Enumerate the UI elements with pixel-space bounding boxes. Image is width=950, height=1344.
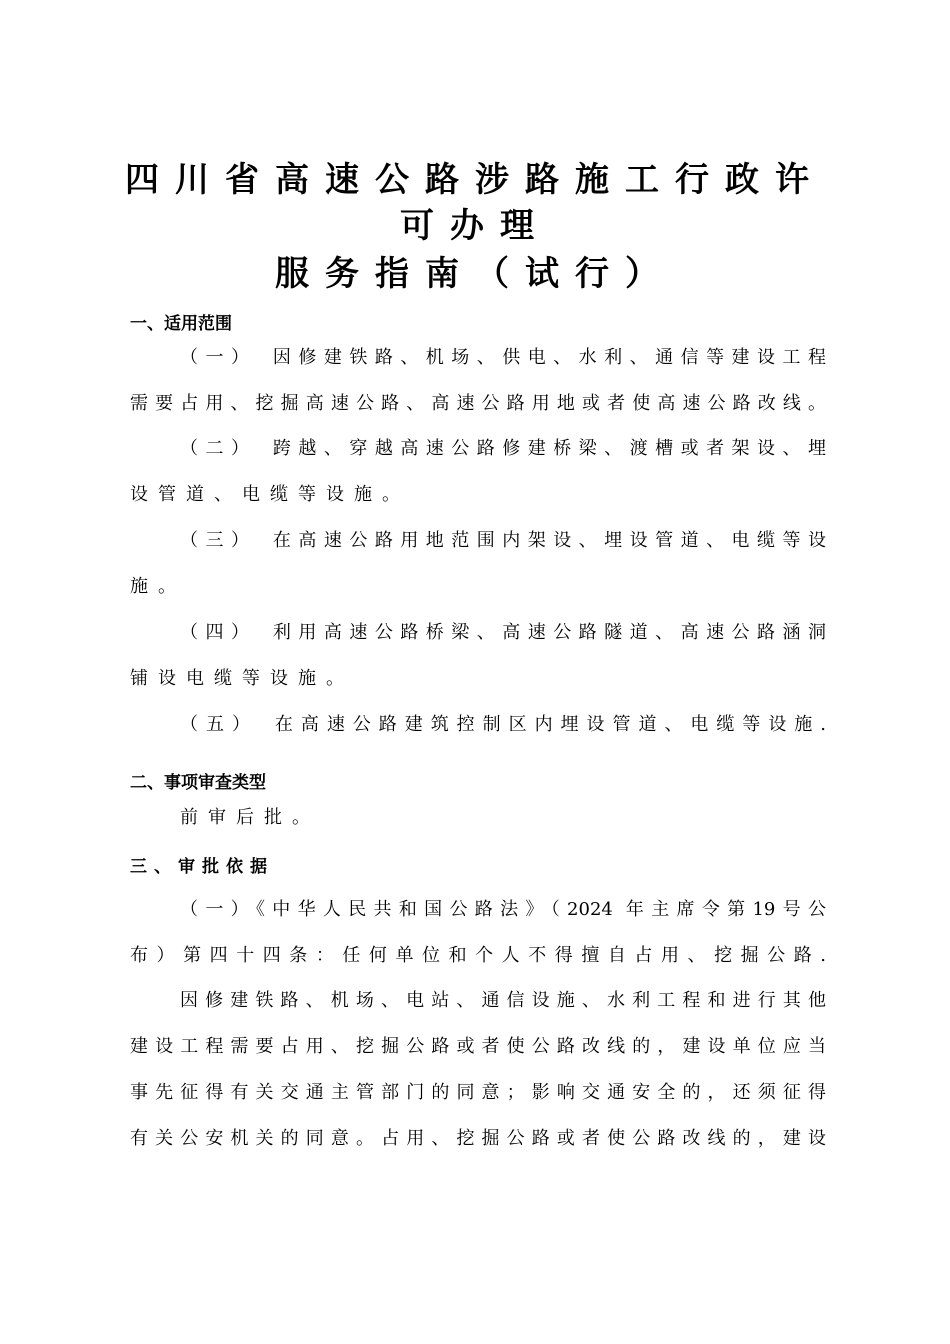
paragraph-line: （五） 在高速公路建筑控制区内埋设管道、电缆等设施. — [180, 714, 826, 735]
paragraph-line: 布）第四十四条：任何单位和个人不得擅自占用、挖掘公路. — [130, 945, 826, 966]
paragraph-line: 需要占用、挖掘高速公路、高速公路用地或者使高速公路改线。 — [130, 393, 826, 414]
paragraph-line: 有关公安机关的同意。占用、挖掘公路或者使公路改线的，建设 — [130, 1128, 826, 1149]
paragraph-line: 铺设电缆等设施。 — [130, 668, 354, 689]
document-title-line-2: 可办理 — [400, 206, 550, 246]
paragraph-line: （四） 利用高速公路桥梁、高速公路隧道、高速公路涵洞 — [180, 622, 826, 643]
paragraph-line: 建设工程需要占用、挖掘公路或者使公路改线的，建设单位应当 — [130, 1036, 826, 1057]
paragraph-line: （三） 在高速公路用地范围内架设、埋设管道、电缆等设 — [180, 530, 826, 551]
paragraph-line: （二） 跨越、穿越高速公路修建桥梁、渡槽或者架设、埋 — [180, 438, 826, 459]
section-heading-basis: 三、审批依据 — [130, 857, 274, 877]
paragraph-line: （一）《中华人民共和国公路法》（2024 年主席令第19号公 — [180, 899, 826, 920]
paragraph-line: （一） 因修建铁路、机场、供电、水利、通信等建设工程 — [180, 347, 826, 368]
document-title-line-3: 服务指南（试行） — [275, 254, 675, 294]
document-title-line-1: 四川省高速公路涉路施工行政许 — [125, 160, 825, 200]
section-heading-review-type: 二、事项审查类型 — [130, 773, 266, 793]
paragraph-line: 事先征得有关交通主管部门的同意；影响交通安全的，还须征得 — [130, 1082, 826, 1103]
paragraph-line: 设管道、电缆等设施。 — [130, 484, 410, 505]
paragraph-line: 因修建铁路、机场、电站、通信设施、水利工程和进行其他 — [180, 990, 826, 1011]
paragraph-line: 前审后批。 — [180, 807, 320, 828]
section-heading-scope: 一、适用范围 — [130, 314, 232, 334]
paragraph-line: 施。 — [130, 576, 186, 597]
